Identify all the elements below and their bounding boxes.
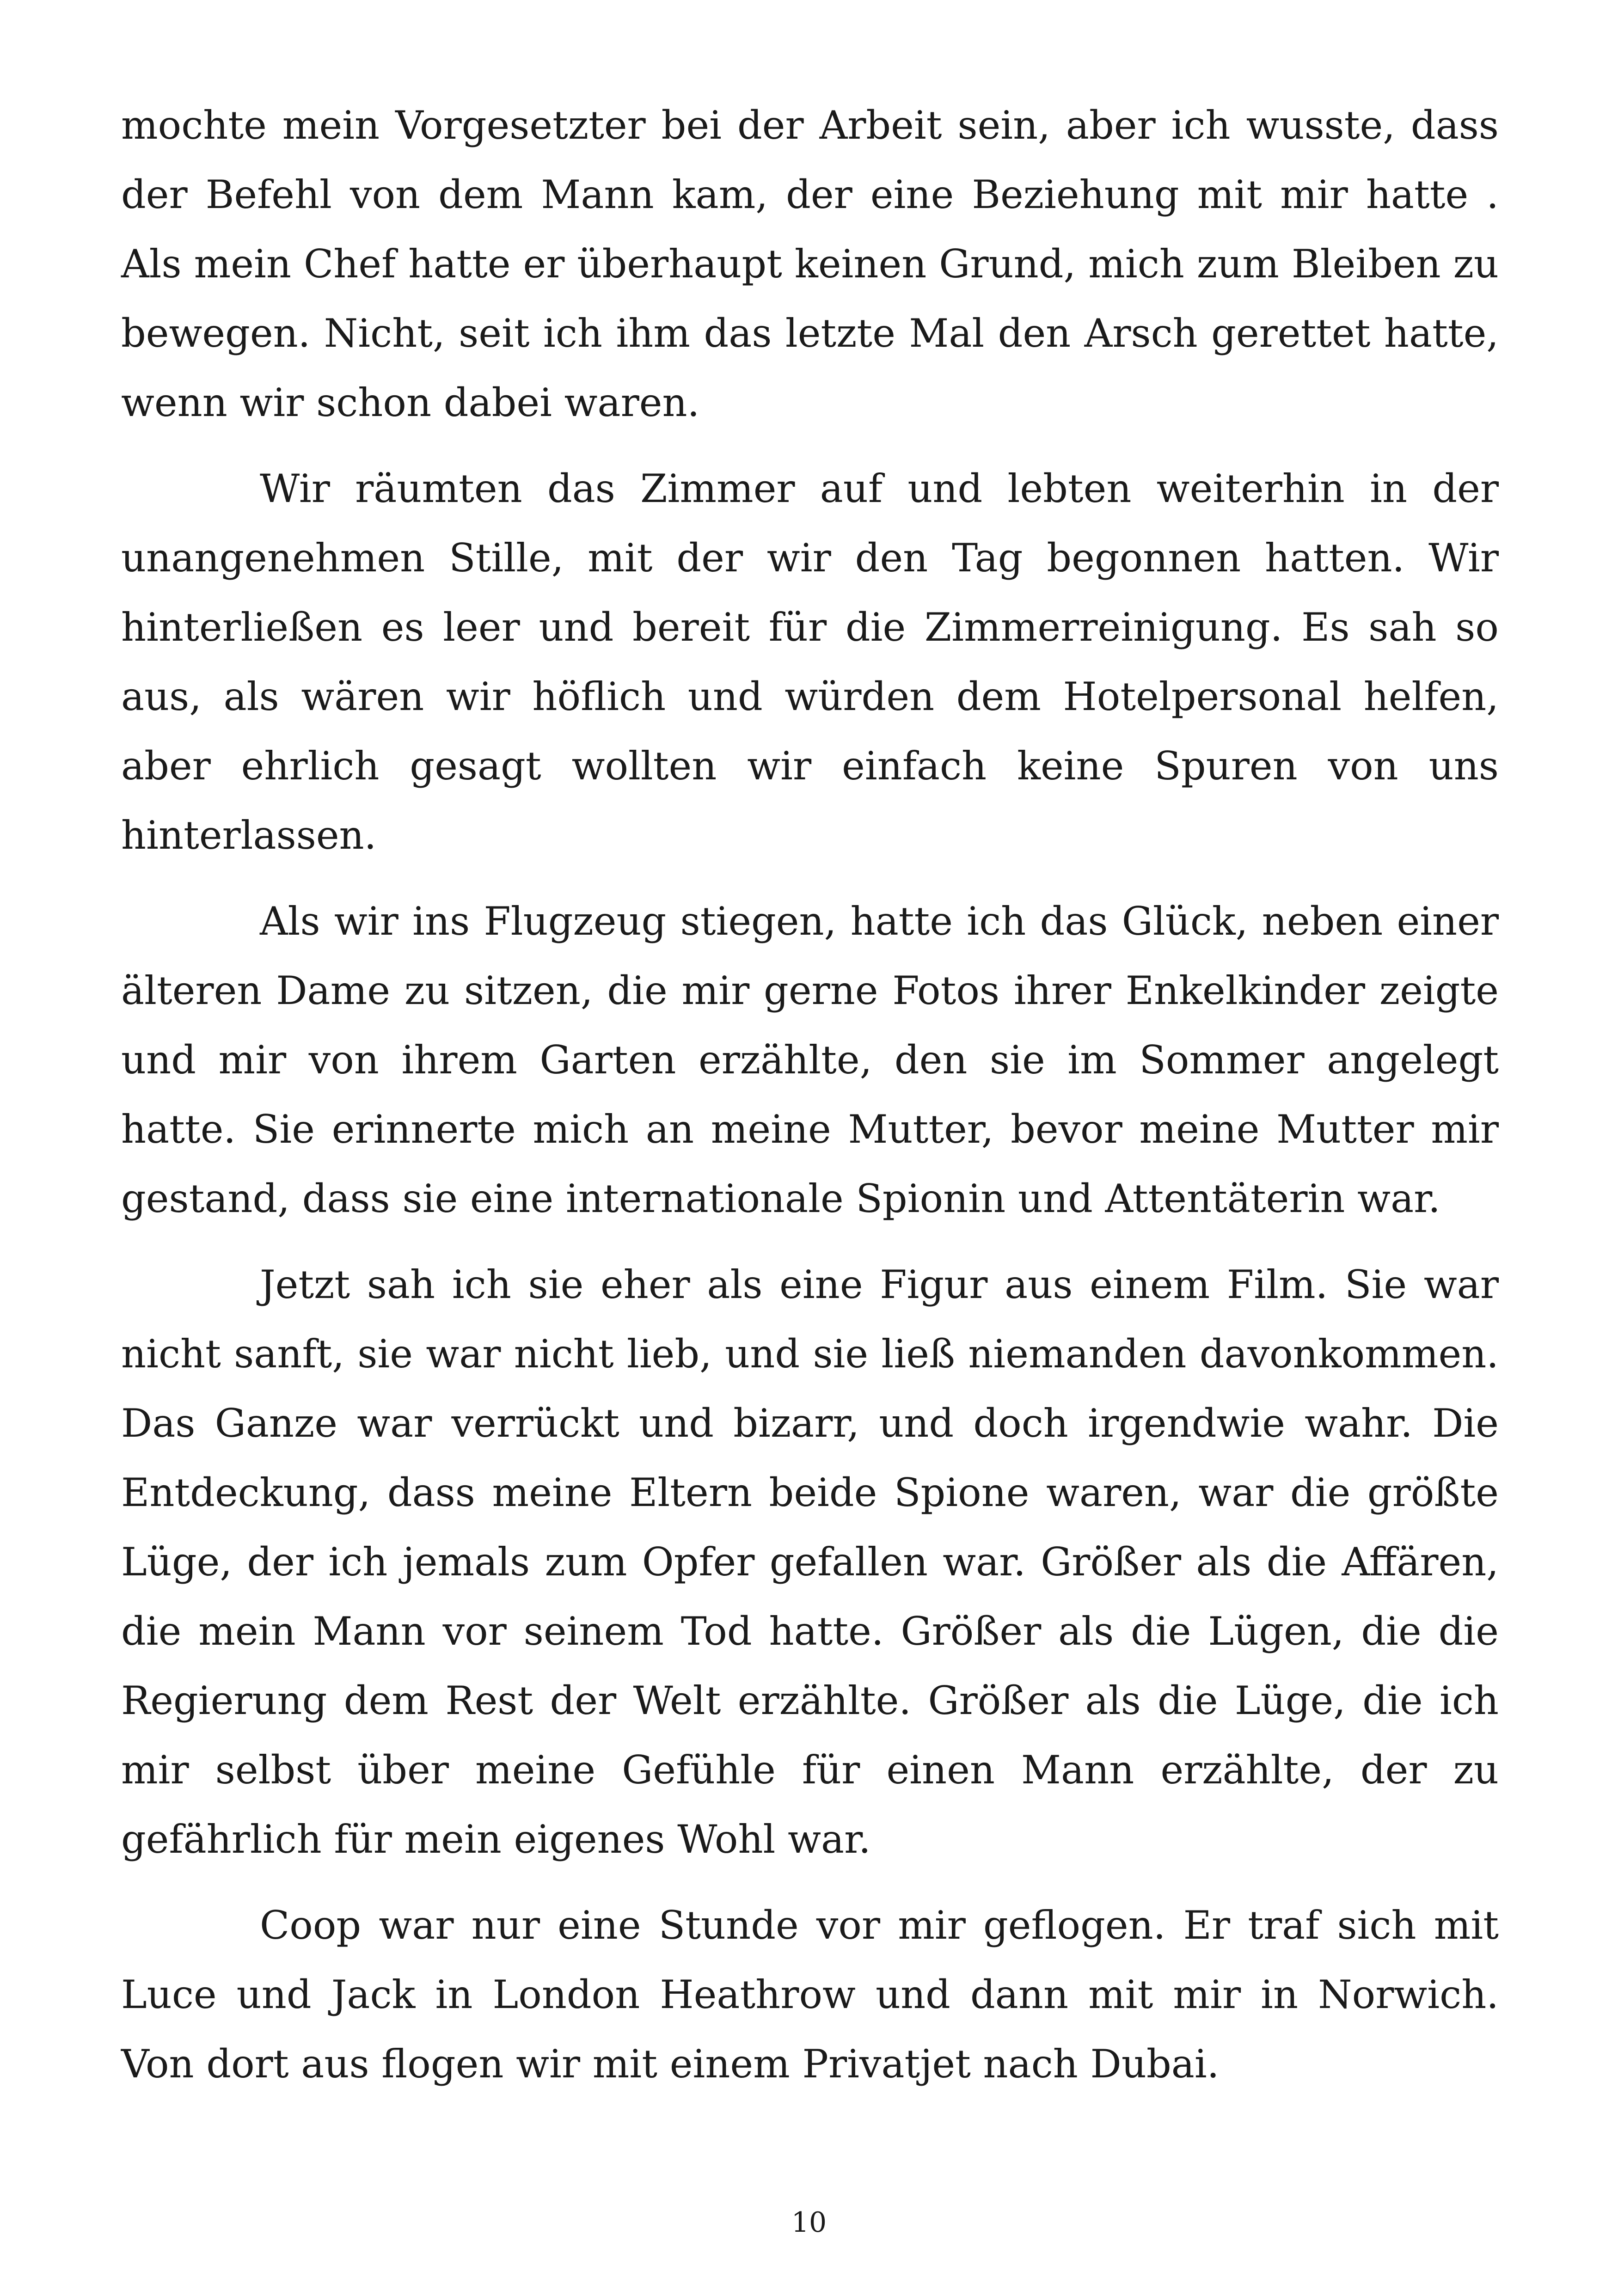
paragraph-3: Als wir ins Flugzeug stiegen, hatte ich das Glück, neben einer älteren Dame zu sitzen, die mir gerne Fotos ihrer Enkelkinder zeigte und mir von ihrem Garten erzählte, den sie im Sommer angelegt hatte. Sie erinnerte mich an meine Mutter, bevor meine Mutter mir gestand, dass sie eine internationale Spionin und Attentäterin war. bbox=[121, 899, 1499, 1221]
paragraph-5: Coop war nur eine Stunde vor mir geflogen. Er traf sich mit Luce und Jack in London Heathrow und dann mit mir in Norwich. Von dort aus flogen wir mit einem Privatjet nach Dubai. bbox=[121, 1903, 1499, 2087]
paragraph-1: mochte mein Vorgesetzter bei der Arbeit sein, aber ich wusste, dass der Befehl von dem Mann kam, der eine Beziehung mit mir hatte . Als mein Chef hatte er überhaupt keinen Grund, mich zum Bleiben zu bewegen. Nicht, seit ich ihm das letzte Mal den Arsch gerettet hatte, wenn wir schon dabei waren. bbox=[121, 103, 1499, 425]
body-text bbox=[121, 91, 1499, 2115]
paragraph-2: Wir räumten das Zimmer auf und lebten weiterhin in der unangenehmen Stille, mit der wir den Tag begonnen hatten. Wir hinterließen es leer und bereit für die Zimmerreinigung. Es sah so aus, als wären wir höflich und würden dem Hotelpersonal helfen, aber ehrlich gesagt wollten wir einfach keine Spuren von uns hinterlassen. bbox=[121, 466, 1499, 858]
page-number: 10 bbox=[791, 2206, 827, 2239]
paragraph-4: Jetzt sah ich sie eher als eine Figur aus einem Film. Sie war nicht sanft, sie war nicht lieb, und sie ließ niemanden davonkommen. Das Ganze war verrückt und bizarr, und doch irgendwie wahr. Die Entdeckung, dass meine Eltern beide Spione waren, war die größte Lüge, der ich jemals zum Opfer gefallen war. Größer als die Affären, die mein Mann vor seinem Tod hatte. Größer als die Lügen, die die Regierung dem Rest der Welt erzählte. Größer als die Lüge, die ich mir selbst über meine Gefühle für einen Mann erzählte, der zu gefährlich für mein eigenes Wohl war. bbox=[121, 1262, 1499, 1862]
